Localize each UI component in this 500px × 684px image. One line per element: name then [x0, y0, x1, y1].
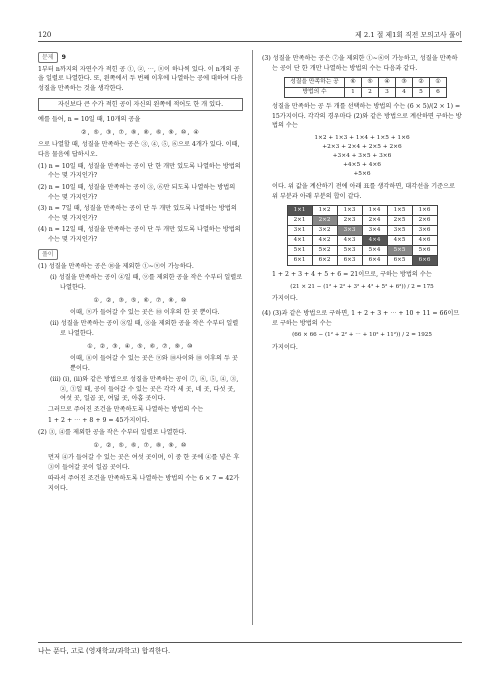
- count-table-cell: 1: [345, 88, 362, 98]
- solution-1-ii: (ii) 성질을 만족하는 공이 ⑧일 때, ⑧을 제외한 공을 작은 수부터 일렬로 나열한다.: [50, 320, 239, 337]
- solution-3-e: 가지이다.: [272, 295, 298, 303]
- grid-cell: 3×5: [387, 226, 412, 236]
- grid-cell: 4×3: [337, 236, 362, 246]
- grid-cell: 2×6: [412, 216, 437, 226]
- count-table-cell: 4: [396, 88, 413, 98]
- grid-cell: 4×4: [362, 236, 387, 246]
- solution-heading: [38, 249, 243, 260]
- grid-cell: 2×4: [362, 216, 387, 226]
- count-table-row-counts: [285, 88, 447, 98]
- count-table-cell: ④: [379, 78, 396, 88]
- question-4: (4) n = 12일 때, 성질을 만족하는 공이 단 두 개만 있도록 나열하는 방법의 수는 몇 가지인가?: [38, 226, 241, 243]
- grid-cell: 3×4: [362, 226, 387, 236]
- product-sum-line: +2×3 + 2×4 + 2×5 + 2×6: [322, 144, 402, 150]
- solution-3-fraction: (21 × 21 − (1² + 2² + 3² + 4² + 5² + 6²)) / 2 = 175: [290, 283, 434, 290]
- grid-cell: 1×2: [312, 206, 337, 216]
- solution-3: (3) 성질을 만족하는 공은 ⑦을 제외한 ①~⑥이 가능하고, 성질을 만족하는 공이 단 한 개만 나열하는 방법의 수는 다음과 같다.: [262, 55, 458, 72]
- column-divider: [252, 50, 253, 625]
- solution-4-fraction: (66 × 66 − (1² + 2² + ⋯ + 10² + 11²)) / 2 = 1925: [292, 332, 432, 339]
- count-table-row-balls: [285, 78, 447, 88]
- grid-cell: 3×3: [337, 226, 362, 236]
- grid-cell: 2×2: [312, 216, 337, 226]
- question-1: (1) n = 10일 때, 성질을 만족하는 공이 단 한 개만 있도록 나열하는 방법의 수는 몇 가지인가?: [38, 162, 241, 180]
- grid-cell: 4×6: [412, 236, 437, 246]
- product-sum-line: +4×5 + 4×6: [343, 161, 381, 168]
- grid-cell: 5×6: [412, 246, 437, 256]
- solution-4: (4) (3)과 같은 방법으로 구하면, 1 + 2 + 3 + ⋯ + 10 + 11 = 66이므로 구하는 방법의 수는: [262, 310, 460, 327]
- grid-cell: 6×1: [287, 256, 312, 266]
- grid-cell: 2×1: [287, 216, 312, 226]
- grid-cell: 1×3: [337, 206, 362, 216]
- solution-1: (1) 성질을 만족하는 공은 ⑩을 제외한 ①~⑨이 가능하다.: [38, 262, 194, 270]
- section-title: 제 2.1 절 제1회 직전 모의고사 풀이: [355, 31, 462, 39]
- property-box: 자신보다 큰 수가 적힌 공이 자신의 왼쪽에 적어도 한 개 있다.: [38, 98, 243, 112]
- right-column: [262, 52, 462, 354]
- grid-cell: 4×5: [387, 236, 412, 246]
- solution-2-a: 먼저 ④가 들어갈 수 있는 곳은 여섯 곳이며, 이 중 한 곳에 ④를 넣은 후 ③이 들어갈 곳이 일곱 곳이다.: [48, 454, 240, 471]
- grid-cell: 2×5: [387, 216, 412, 226]
- solution-1-i-note: 이때, ⑨가 들어갈 수 있는 곳은 ⑩ 이후의 한 곳 뿐이다.: [70, 309, 220, 317]
- solution-1-i: (i) 성질을 만족하는 공이 ④일 때, ⑨를 제외한 공을 작은 수부터 일렬로 나열한다.: [50, 274, 243, 292]
- solution-1-iii: (iii) (i), (ii)와 같은 방법으로 성질을 만족하는 공이 ⑦, ⑥, ⑤, ④, ③, ②, ①일 때, 공이 들어갈 수 있는 곳은 각각 세 곳, 네 곳, 다섯 곳, 여섯 곳, 일곱 곳, 여덟 곳, 아홉 곳이다.: [50, 375, 239, 403]
- example-after: 으로 나열할 때, 성질을 만족하는 공은 ③, ④, ⑤, ⑥으로 4개가 있다. 이때, 다음 물음에 답하시오.: [38, 141, 240, 159]
- problem-heading: [38, 52, 243, 63]
- solution-tag: 풀이: [38, 249, 58, 260]
- solution-2-b: 따라서 주어진 조건을 만족하도록 나열하는 방법의 수는 6 × 7 = 42가지이다.: [48, 474, 240, 492]
- grid-cell: 6×2: [312, 256, 337, 266]
- grid-row: [287, 236, 437, 246]
- question-3: (3) n = 7일 때, 성질을 만족하는 공이 단 두 개만 있도록 나열하는 방법의 수는 몇 가지인가?: [38, 205, 237, 222]
- question-2: (2) n = 10일 때, 성질을 만족하는 공이 ③, ⑥만 되도록 나열하는 방법의 수는 몇 가지인가?: [38, 183, 236, 201]
- solution-1-i-seq: ①, ②, ③, ⑤, ⑥, ⑦, ⑧, ⑩: [93, 296, 188, 304]
- grid-cell: 3×2: [312, 226, 337, 236]
- solution-1-sum2: 1 + 2 + ⋯ + 8 + 9 = 45가지이다.: [48, 417, 150, 425]
- count-table-cell: ⑥: [345, 78, 362, 88]
- grid-cell: 5×5: [387, 246, 412, 256]
- page-header: [38, 30, 462, 42]
- count-table-cell: ③: [396, 78, 413, 88]
- example-sequence: ②, ⑤, ③, ⑦, ⑧, ⑧, ⑥, ⑨, ⑩, ④: [81, 128, 200, 136]
- grid-cell: 4×2: [312, 236, 337, 246]
- solution-3-d: 1 + 2 + 3 + 4 + 5 + 6 = 21이므로, 구하는 방법의 수는: [272, 271, 432, 279]
- grid-cell: 5×4: [362, 246, 387, 256]
- solution-4-e: 가지이다.: [272, 343, 298, 351]
- grid-cell: 2×3: [337, 216, 362, 226]
- grid-row: [287, 206, 437, 216]
- product-sum-line: +3×4 + 3×5 + 3×6: [332, 152, 392, 159]
- solution-1-ii-seq: ①, ②, ③, ④, ⑤, ⑥, ⑦, ⑨, ⑩: [87, 342, 194, 350]
- count-table-cell: ①: [430, 78, 447, 88]
- solution-2-seq: ①, ②, ⑤, ⑥, ⑦, ⑧, ⑨, ⑩: [93, 441, 188, 449]
- problem-tag: 문제: [38, 52, 58, 63]
- grid-row: [287, 226, 437, 236]
- solution-3-b: 성질을 만족하는 공 두 개를 선택하는 방법의 수는 (6 × 5)/(2 × 1) = 15가지이다. 각각의 경우마다 (2)와 같은 방법으로 계산하면 구하는 방법의 수는: [272, 103, 462, 130]
- solution-2: (2) ③, ④를 제외한 공을 작은 수부터 일렬로 나열한다.: [38, 428, 187, 436]
- grid-cell: 3×1: [287, 226, 312, 236]
- count-table-cell: ②: [413, 78, 430, 88]
- grid-cell: 6×3: [337, 256, 362, 266]
- grid-cell: 5×1: [287, 246, 312, 256]
- example-text: 예를 들어, n = 10일 때, 10개의 공을: [38, 116, 141, 124]
- problem-intro: 1부터 n까지의 자연수가 적힌 공 ①, ②, ⋯, ⓝ이 하나씩 있다. 이 n개의 공을 일렬로 나열한다. 또, 왼쪽에서 두 번째 이후에 나열하는 공에 대하여 다음 성질을 만족하는 것을 생각한다.: [38, 65, 243, 93]
- count-table-head: 성질을 만족하는 공: [285, 78, 345, 88]
- grid-cell: 5×3: [337, 246, 362, 256]
- grid-cell: 6×4: [362, 256, 387, 266]
- product-sum-line: 1×2 + 1×3 + 1×4 + 1×5 + 1×6: [314, 135, 410, 142]
- problem-number: 9: [61, 54, 66, 61]
- grid-cell: 1×6: [412, 206, 437, 216]
- solution-1-ii-note: 이때, ⑧이 들어갈 수 있는 곳은 ⑨와 ⑩사이와 ⑩ 이후의 두 곳 뿐이다.: [70, 355, 238, 372]
- page-number: 120: [38, 31, 52, 39]
- grid-row: [287, 216, 437, 226]
- grid-cell: 1×5: [387, 206, 412, 216]
- product-sum-line: +5×6: [353, 170, 371, 177]
- count-table-cell: 5: [413, 88, 430, 98]
- page-footer: [38, 642, 462, 657]
- count-table-cell: 6: [430, 88, 447, 98]
- left-column: [38, 52, 243, 495]
- count-table: [284, 77, 447, 98]
- grid-cell: 4×1: [287, 236, 312, 246]
- solution-3-c: 이다. 위 값을 계산하기 전에 아래 표를 생각하면, 대각선을 기준으로 위 부분과 아래 부분의 합이 같다.: [272, 182, 456, 200]
- grid-row: [287, 246, 437, 256]
- grid-cell: 1×1: [287, 206, 312, 216]
- solution-1-sum1: 그러므로 주어진 조건을 만족하도록 나열하는 방법의 수는: [48, 406, 204, 414]
- footer-text: 나는 푼다, 고로 (영재학교/과학고) 합격한다.: [38, 647, 171, 655]
- grid-row: [287, 256, 437, 266]
- count-table-cell: 3: [379, 88, 396, 98]
- grid-cell: 5×2: [312, 246, 337, 256]
- count-table-head: 방법의 수: [285, 88, 345, 98]
- grid-cell: 3×6: [412, 226, 437, 236]
- grid-cell: 6×6: [412, 256, 437, 266]
- grid-cell: 1×4: [362, 206, 387, 216]
- product-grid: [287, 205, 438, 266]
- count-table-cell: ⑤: [362, 78, 379, 88]
- count-table-cell: 2: [362, 88, 379, 98]
- grid-cell: 6×5: [387, 256, 412, 266]
- product-sum: [262, 134, 462, 179]
